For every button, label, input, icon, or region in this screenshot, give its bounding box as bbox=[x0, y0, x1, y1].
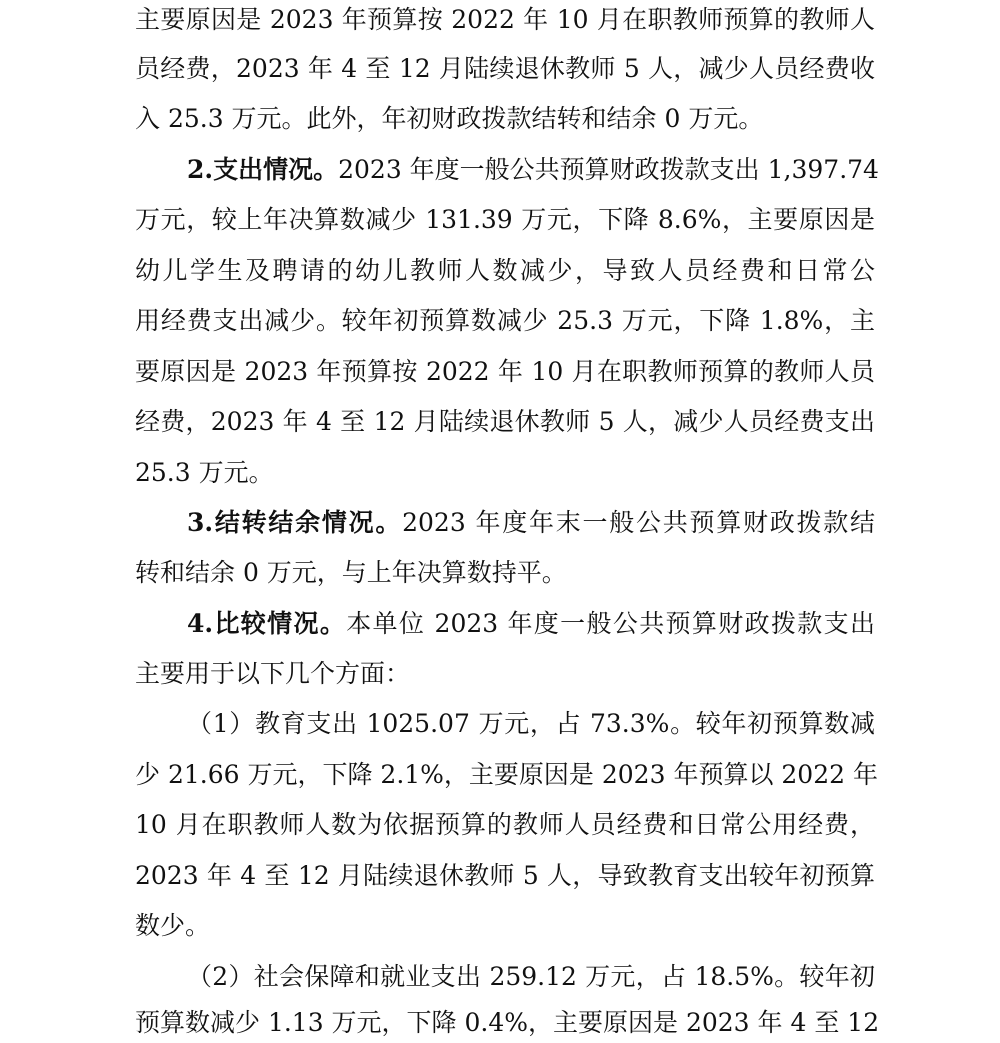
text-line: 数少。 bbox=[135, 911, 211, 940]
text-line: 主要用于以下几个方面： bbox=[135, 659, 411, 688]
text-line: 主要原因是 2023 年预算按 2022 年 10 月在职教师预算的教师人 bbox=[135, 5, 875, 34]
text-line: 幼儿学生及聘请的幼儿教师人数减少，导致人员经费和日常公 bbox=[135, 256, 875, 285]
text-line: （1）教育支出 1025.07 万元，占 73.3%。较年初预算数减 bbox=[187, 709, 875, 738]
section-heading: 4.比较情况。 bbox=[187, 609, 347, 638]
text-line: 预算数减少 1.13 万元，下降 0.4%，主要原因是 2023 年 4 至 12 bbox=[135, 1008, 880, 1037]
text-span: 2023 年度年末一般公共预算财政拨款结 bbox=[402, 508, 875, 537]
text-line: 转和结余 0 万元，与上年决算数持平。 bbox=[135, 558, 567, 587]
text-span: 本单位 2023 年度一般公共预算财政拨款支出 bbox=[346, 609, 875, 638]
text-line: 经费，2023 年 4 至 12 月陆续退休教师 5 人，减少人员经费支出 bbox=[135, 407, 875, 436]
text-line: 员经费，2023 年 4 至 12 月陆续退休教师 5 人，减少人员经费收 bbox=[135, 54, 875, 83]
text-line: 用经费支出减少。较年初预算数减少 25.3 万元，下降 1.8%，主 bbox=[135, 306, 875, 335]
paragraph-first-line bbox=[187, 150, 879, 190]
text-line: （2）社会保障和就业支出 259.12 万元，占 18.5%。较年初 bbox=[187, 962, 875, 991]
text-line: 要原因是 2023 年预算按 2022 年 10 月在职教师预算的教师人员 bbox=[135, 357, 875, 386]
section-heading: 2.支出情况。 bbox=[187, 155, 339, 184]
text-line: 万元，较上年决算数减少 131.39 万元，下降 8.6%，主要原因是 bbox=[135, 205, 875, 234]
text-line: 10 月在职教师人数为依据预算的教师人员经费和日常公用经费， bbox=[135, 810, 875, 839]
text-line: 2023 年 4 至 12 月陆续退休教师 5 人，导致教育支出较年初预算 bbox=[135, 861, 875, 890]
text-line: 少 21.66 万元，下降 2.1%，主要原因是 2023 年预算以 2022 年 bbox=[135, 760, 878, 789]
section-heading: 3.结转结余情况。 bbox=[187, 508, 403, 537]
paragraph-first-line bbox=[187, 604, 875, 644]
text-line: 25.3 万元。 bbox=[135, 458, 274, 487]
paragraph-first-line bbox=[187, 503, 875, 543]
text-span: 2023 年度一般公共预算财政拨款支出 1,397.74 bbox=[338, 155, 879, 184]
text-line: 入 25.3 万元。此外，年初财政拨款结转和结余 0 万元。 bbox=[135, 104, 764, 133]
